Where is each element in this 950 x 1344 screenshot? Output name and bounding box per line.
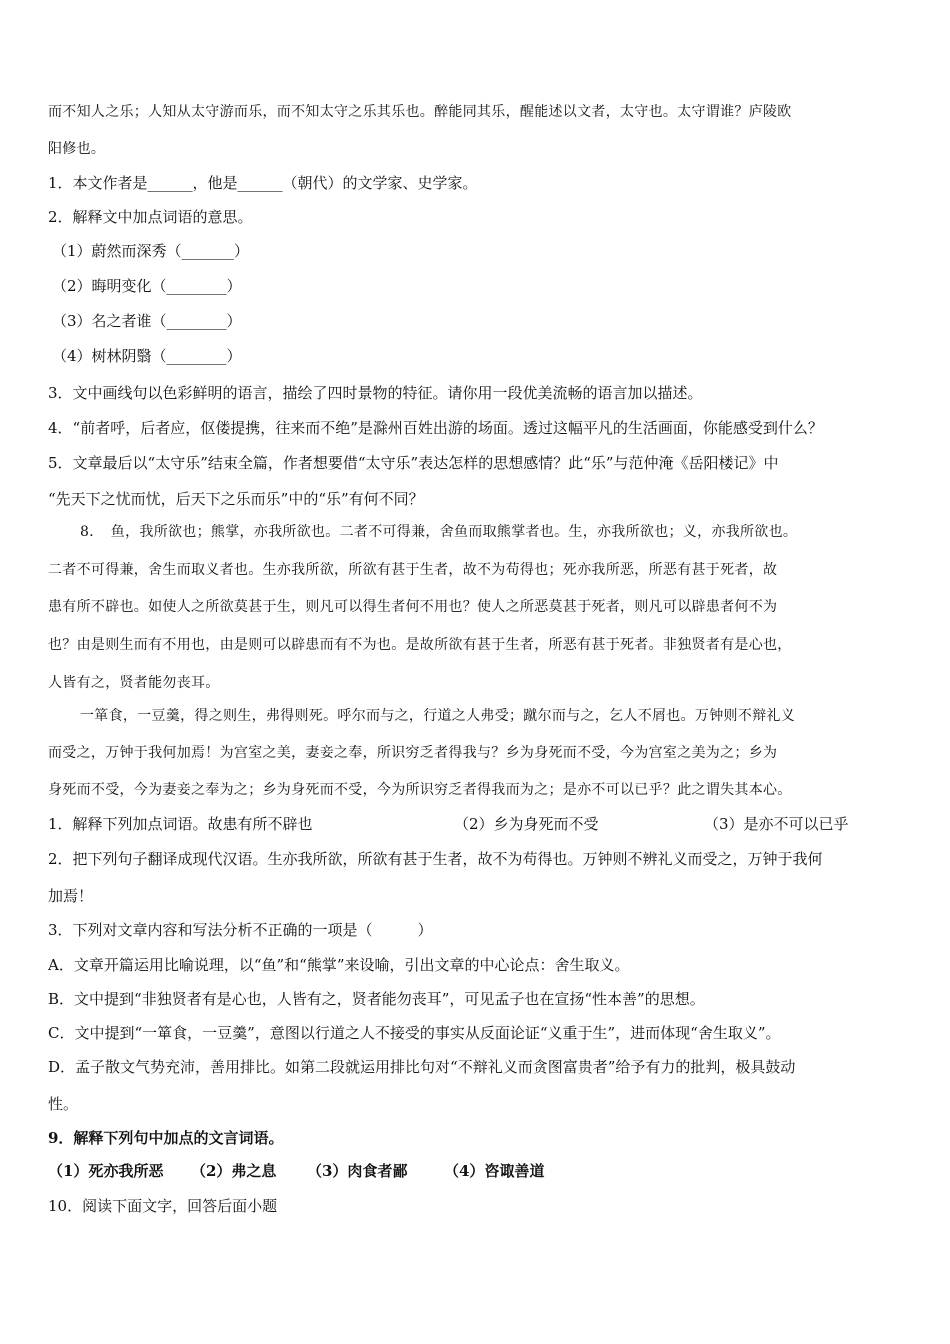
- passage-9-line: 身死而不受，今为妻妾之奉为之；乡为身死而不受，今为所识穷乏者得我而为之；是亦不可以已乎？此之谓失其本心。: [48, 782, 792, 798]
- question-10: 10．阅读下面文字，回答后面小题: [48, 1197, 278, 1215]
- passage-8-line: 患有所不辟也。如使人之所欲莫甚于生，则凡可以得生者何不用也？使人之所恶莫甚于死者，则凡可以辟患者何不为: [48, 599, 778, 615]
- question-2-item: （2）晦明变化（________）: [52, 277, 242, 295]
- sub-question-1-part: （2）乡为身死而不受: [454, 815, 599, 833]
- question-2-item: （3）名之者谁（________）: [52, 312, 242, 330]
- option-d: D．孟子散文气势充沛，善用排比。如第二段就运用排比句对“不辩礼义而贪图富贵者”给予有力的批判，极具鼓动: [48, 1058, 796, 1076]
- passage-9-line: 而受之，万钟于我何加焉！为宫室之美，妻妾之奉，所识穷乏者得我与？乡为身死而不受，今为宫室之美为之；乡为: [48, 745, 778, 761]
- question-9-item: （2）弗之息: [191, 1162, 277, 1180]
- question-2-item: （4）树林阴翳（________）: [52, 347, 242, 365]
- sub-question-2-cont: 加焉！: [48, 887, 94, 905]
- text-line: 阳修也。: [48, 141, 106, 157]
- passage-8-line: 也？由是则生而有不用也，由是则可以辟患而有不为也。是故所欲有甚于生者，所恶有甚于死者。非独贤者有是心也，: [48, 637, 792, 653]
- text-line: 而不知人之乐；人知从太守游而乐，而不知太守之乐其乐也。醉能同其乐，醒能述以文者，太守也。太守谓谁？庐陵欧: [48, 104, 792, 120]
- passage-8-line: 人皆有之，贤者能勿丧耳。: [48, 675, 220, 691]
- option-c: C．文中提到“一箪食，一豆羹”，意图以行道之人不接受的事实从反面论证“义重于生”，进而体现“舍生取义”。: [48, 1024, 781, 1042]
- question-5: 5．文章最后以“太守乐”结束全篇，作者想要借“太守乐”表达怎样的思想感情？此“乐”与范仲淹《岳阳楼记》中: [48, 454, 779, 472]
- sub-question-3: 3．下列对文章内容和写法分析不正确的一项是（ ）: [48, 921, 433, 939]
- question-2: 2．解释文中加点词语的意思。: [48, 208, 253, 226]
- option-b: B．文中提到“非独贤者有是心也，人皆有之，贤者能勿丧耳”，可见孟子也在宣扬“性本善”的思想。: [48, 990, 705, 1008]
- question-9-item: （3）肉食者鄙: [307, 1162, 408, 1180]
- question-4: 4．“前者呼，后者应，伛偻提携，往来而不绝”是滁州百姓出游的场面。透过这幅平凡的生活画面，你能感受到什么？: [48, 419, 823, 437]
- question-1: 1．本文作者是______，他是______（朝代）的文学家、史学家。: [48, 174, 478, 192]
- passage-8-line: 8． 鱼，我所欲也；熊掌，亦我所欲也。二者不可得兼，舍鱼而取熊掌者也。生，亦我所欲也；义，亦我所欲也。: [80, 524, 798, 540]
- question-9-item: （4）咨诹善道: [444, 1162, 545, 1180]
- passage-8-line: 二者不可得兼，舍生而取义者也。生亦我所欲，所欲有甚于生者，故不为苟得也；死亦我所恶，所恶有甚于死者，故: [48, 562, 778, 578]
- question-9-item: （1）死亦我所恶: [48, 1162, 164, 1180]
- question-3: 3．文中画线句以色彩鲜明的语言，描绘了四时景物的特征。请你用一段优美流畅的语言加以描述。: [48, 384, 703, 402]
- sub-question-1-part: 1．解释下列加点词语。故患有所不辟也: [48, 815, 313, 833]
- option-a: A．文章开篇运用比喻说理，以“鱼”和“熊掌”来设喻，引出文章的中心论点：舍生取义。: [48, 956, 630, 974]
- option-d-cont: 性。: [48, 1095, 79, 1113]
- question-5-cont: “先天下之忧而忧，后天下之乐而乐”中的“乐”有何不同？: [48, 490, 424, 508]
- sub-question-1-part: （3）是亦不可以已乎: [704, 815, 849, 833]
- passage-9-line: 一箪食，一豆羹，得之则生，弗得则死。呼尔而与之，行道之人弗受；蹴尔而与之，乞人不屑也。万钟则不辩礼义: [80, 708, 795, 724]
- question-2-item: （1）蔚然而深秀（_______）: [52, 242, 250, 260]
- sub-question-2: 2．把下列句子翻译成现代汉语。生亦我所欲，所欲有甚于生者，故不为苟得也。万钟则不辨礼义而受之，万钟于我何: [48, 850, 823, 868]
- question-9: 9．解释下列句中加点的文言词语。: [48, 1129, 284, 1147]
